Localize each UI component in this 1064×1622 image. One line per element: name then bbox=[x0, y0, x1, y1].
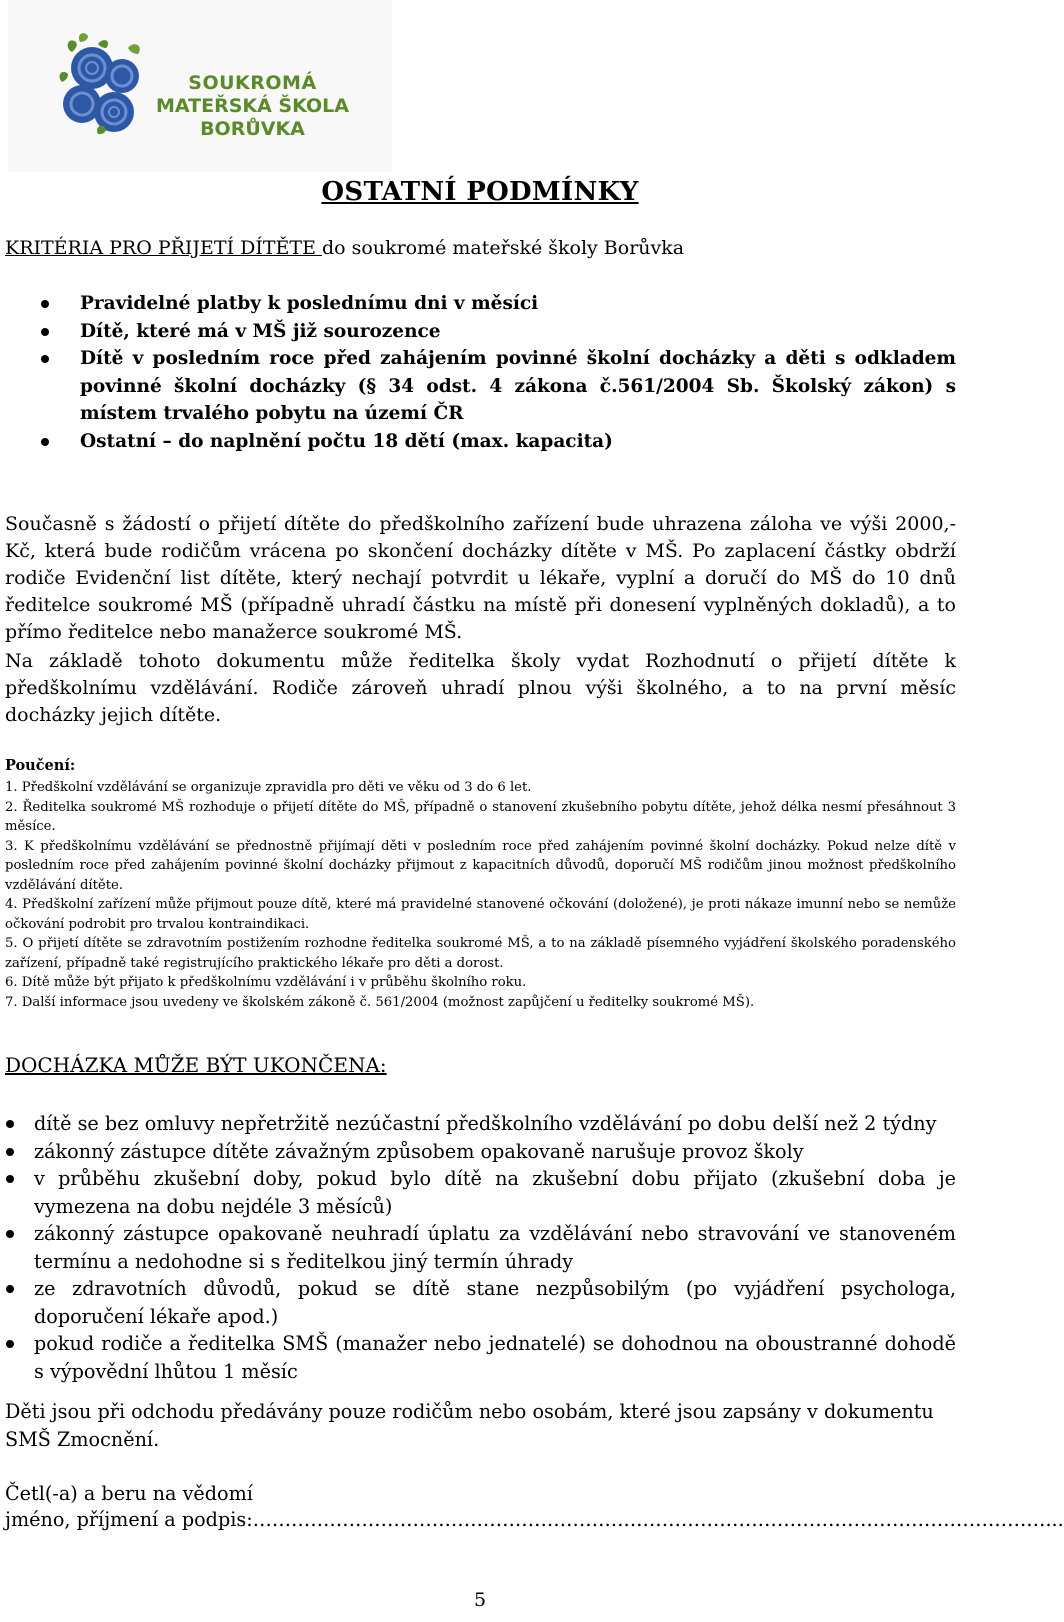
instruction-item: 6. Dítě může být přijato k předškolnímu vzdělávání i v průběhu školního roku. bbox=[5, 975, 527, 990]
termination-item: zákonný zástupce opakovaně neuhradí úplatu za vzdělávání nebo stravování ve stanoveném termínu a nedohodne si s ředitelkou jiný termín úhrady bbox=[0, 1220, 958, 1275]
page-title: OSTATNÍ PODMÍNKY bbox=[321, 177, 639, 207]
termination-item: pokud rodiče a ředitelka SMŠ (manažer nebo jednatelé) se dohodnou na oboustranné dohodě s výpovědní lhůtou 1 měsíc bbox=[0, 1330, 958, 1385]
page-number: 5 bbox=[473, 1589, 487, 1611]
logo-line-2: MATEŘSKÁ ŠKOLA bbox=[156, 95, 349, 117]
criteria-heading bbox=[5, 237, 684, 259]
attendance-termination-heading: DOCHÁZKA MŮŽE BÝT UKONČENA: bbox=[5, 1053, 387, 1077]
acknowledgement-text: Četl(-a) a beru na vědomí bbox=[5, 1482, 253, 1505]
termination-item: v průběhu zkušební doby, pokud bylo dítě na zkušební dobu přijato (zkušební doba je vymezena na dobu nejdéle 3 měsíců) bbox=[0, 1165, 958, 1220]
decision-paragraph: Na základě tohoto dokumentu může ředitelka školy vydat Rozhodnutí o přijetí dítěte k předškolnímu vzdělávání. Rodiče zároveň uhradí plnou výši školného, a to na první měsíc docházky jejich dítěte. bbox=[5, 650, 956, 726]
instruction-item: 1. Předškolní vzdělávání se organizuje zpravidla pro děti ve věku od 3 do 6 let. bbox=[5, 780, 532, 795]
criteria-heading-underlined: KRITÉRIA PRO PŘIJETÍ DÍTĚTE bbox=[5, 237, 322, 259]
instruction-item: 4. Předškolní zařízení může přijmout pouze dítě, které má pravidelné stanovené očkování (doložené), je proti nákaze imunní nebo se nemůže očkování podrobit pro trvalou kontraindikaci. bbox=[5, 897, 956, 932]
criteria-heading-rest: do soukromé mateřské školy Borůvka bbox=[322, 237, 685, 259]
criteria-item: Pravidelné platby k poslednímu dni v měsíci bbox=[0, 290, 958, 318]
criteria-item: Ostatní – do naplnění počtu 18 dětí (max. kapacita) bbox=[0, 428, 958, 456]
logo-line-3: BORŮVKA bbox=[200, 118, 305, 140]
logo-line-1: SOUKROMÁ bbox=[188, 72, 317, 94]
attendance-termination-list bbox=[0, 1110, 958, 1385]
termination-item: zákonný zástupce dítěte závažným způsobem opakovaně narušuje provoz školy bbox=[0, 1138, 958, 1166]
criteria-list bbox=[0, 290, 958, 455]
deposit-paragraph: Současně s žádostí o přijetí dítěte do předškolního zařízení bude uhrazena záloha ve výši 2000,- Kč, která bude rodičům vrácena po skončení docházky dítěte v MŠ. Po zaplacení částky obdrží rodiče Evidenční list dítěte, který nechají potvrdit u lékaře, vyplní a doručí do MŠ do 10 dnů ředitelce soukromé MŠ (případně uhradí částku na místě při donesení vyplněných dokladů), a to přímo ředitelce nebo manažerce soukromé MŠ. bbox=[5, 513, 956, 643]
termination-item: dítě se bez omluvy nepřetržitě nezúčastní předškolního vzdělávání po dobu delší než 2 týdny bbox=[0, 1110, 958, 1138]
instruction-item: 7. Další informace jsou uvedeny ve školském zákoně č. 561/2004 (možnost zapůjčení u ředitelky soukromé MŠ). bbox=[5, 994, 755, 1010]
instruction-item: 3. K předškolnímu vzdělávání se přednostně přijímají děti v posledním roce před zahájením povinné školní docházky. Pokud nelze dítě v posledním roce před zahájením povinné školní docházky přijmout z kapacitních důvodů, doporučí MŠ rodičům jinou možnost předškolního vzdělávání dítěte. bbox=[5, 838, 956, 893]
instruction-item: 2. Ředitelka soukromé MŠ rozhoduje o přijetí dítěte do MŠ, případně o stanovení zkušebního pobytu dítěte, jehož délka nesmí přesáhnout 3 měsíce. bbox=[5, 799, 956, 834]
instruction-item: 5. O přijetí dítěte se zdravotním postižením rozhodne ředitelka soukromé MŠ, a to na základě písemného vyjádření školského poradenského zařízení, případně také registrujícího praktického lékaře pro děti a dorost. bbox=[5, 936, 956, 971]
instructions-list bbox=[5, 778, 956, 1012]
termination-item: ze zdravotních důvodů, pokud se dítě stane nezpůsobilým (po vyjádření psychologa, doporučení lékaře apod.) bbox=[0, 1275, 958, 1330]
handover-paragraph: Děti jsou při odchodu předávány pouze rodičům nebo osobám, které jsou zapsány v dokumentu SMŠ Zmocnění. bbox=[5, 1400, 934, 1451]
criteria-item: Dítě v posledním roce před zahájením povinné školní docházky a děti s odkladem povinné školní docházky (§ 34 odst. 4 zákona č.561/2004 Sb. Školský zákon) s místem trvalého pobytu na území ČR bbox=[0, 345, 958, 428]
instructions-heading: Poučení: bbox=[5, 757, 76, 774]
logo-wordmark bbox=[156, 72, 349, 141]
blueberry-logo-icon bbox=[58, 30, 158, 140]
school-logo bbox=[8, 0, 392, 172]
criteria-item: Dítě, které má v MŠ již sourozence bbox=[0, 318, 958, 346]
signature-line: jméno, příjmení a podpis:………………………………………………….…………………………………………………………... bbox=[5, 1508, 1064, 1531]
